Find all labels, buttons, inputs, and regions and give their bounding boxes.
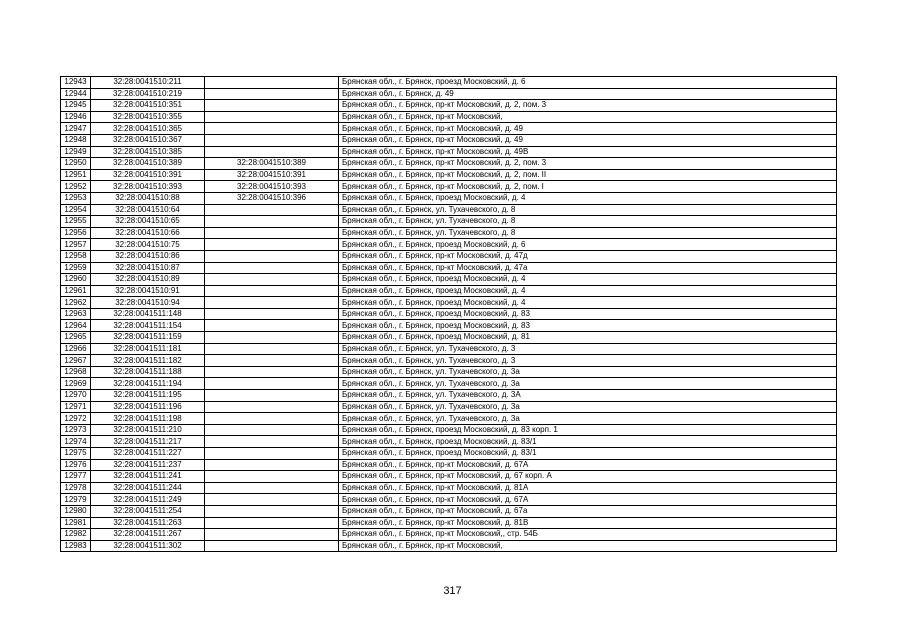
previous-number-cell <box>205 366 339 378</box>
address-cell: Брянская обл., г. Брянск, ул. Тухачевского, д. 3а <box>339 401 837 413</box>
previous-number-cell <box>205 274 339 286</box>
row-number-cell: 12981 <box>61 517 91 529</box>
table-row <box>61 448 837 460</box>
table-row <box>61 459 837 471</box>
cadastral-number-cell: 32:28:0041510:385 <box>91 146 205 158</box>
address-cell: Брянская обл., г. Брянск, д. 49 <box>339 88 837 100</box>
cadastral-number-cell: 32:28:0041511:181 <box>91 343 205 355</box>
table-row <box>61 366 837 378</box>
cadastral-number-cell: 32:28:0041511:195 <box>91 390 205 402</box>
cadastral-number-cell: 32:28:0041511:217 <box>91 436 205 448</box>
previous-number-cell <box>205 436 339 448</box>
table-row <box>61 146 837 158</box>
table-row <box>61 111 837 123</box>
row-number-cell: 12959 <box>61 262 91 274</box>
address-cell: Брянская обл., г. Брянск, проезд Московский, д. 4 <box>339 297 837 309</box>
row-number-cell: 12978 <box>61 482 91 494</box>
row-number-cell: 12966 <box>61 343 91 355</box>
cadastral-number-cell: 32:28:0041511:188 <box>91 366 205 378</box>
page-number: 317 <box>443 585 462 597</box>
table-row <box>61 123 837 135</box>
address-cell: Брянская обл., г. Брянск, пр-кт Московский, д. 49 <box>339 123 837 135</box>
cadastral-number-cell: 32:28:0041510:87 <box>91 262 205 274</box>
row-number-cell: 12956 <box>61 227 91 239</box>
row-number-cell: 12976 <box>61 459 91 471</box>
cadastral-number-cell: 32:28:0041511:198 <box>91 413 205 425</box>
row-number-cell: 12957 <box>61 239 91 251</box>
row-number-cell: 12970 <box>61 390 91 402</box>
row-number-cell: 12969 <box>61 378 91 390</box>
previous-number-cell <box>205 297 339 309</box>
row-number-cell: 12943 <box>61 77 91 89</box>
row-number-cell: 12980 <box>61 505 91 517</box>
cadastral-number-cell: 32:28:0041510:351 <box>91 100 205 112</box>
cadastral-number-cell: 32:28:0041510:389 <box>91 158 205 170</box>
previous-number-cell: 32:28:0041510:391 <box>205 169 339 181</box>
table-row <box>61 332 837 344</box>
row-number-cell: 12952 <box>61 181 91 193</box>
table-row <box>61 250 837 262</box>
cadastral-number-cell: 32:28:0041511:227 <box>91 448 205 460</box>
previous-number-cell: 32:28:0041510:393 <box>205 181 339 193</box>
cadastral-number-cell: 32:28:0041511:194 <box>91 378 205 390</box>
table-row <box>61 343 837 355</box>
row-number-cell: 12972 <box>61 413 91 425</box>
address-cell: Брянская обл., г. Брянск, проезд Московский, д. 4 <box>339 274 837 286</box>
table-row <box>61 297 837 309</box>
row-number-cell: 12982 <box>61 529 91 541</box>
table-row <box>61 216 837 228</box>
cadastral-number-cell: 32:28:0041511:249 <box>91 494 205 506</box>
previous-number-cell <box>205 111 339 123</box>
previous-number-cell <box>205 540 339 552</box>
address-cell: Брянская обл., г. Брянск, пр-кт Московский, д. 47д <box>339 250 837 262</box>
row-number-cell: 12958 <box>61 250 91 262</box>
address-cell: Брянская обл., г. Брянск, пр-кт Московский, <box>339 111 837 123</box>
cadastral-number-cell: 32:28:0041510:88 <box>91 192 205 204</box>
table-row <box>61 169 837 181</box>
previous-number-cell <box>205 448 339 460</box>
cadastral-number-cell: 32:28:0041511:182 <box>91 355 205 367</box>
previous-number-cell <box>205 505 339 517</box>
previous-number-cell <box>205 517 339 529</box>
previous-number-cell <box>205 134 339 146</box>
table-row <box>61 494 837 506</box>
row-number-cell: 12971 <box>61 401 91 413</box>
cadastral-number-cell: 32:28:0041510:86 <box>91 250 205 262</box>
table-row <box>61 100 837 112</box>
address-cell: Брянская обл., г. Брянск, пр-кт Московский, д. 67А <box>339 459 837 471</box>
address-cell: Брянская обл., г. Брянск, проезд Московский, д. 4 <box>339 192 837 204</box>
previous-number-cell <box>205 413 339 425</box>
cadastral-number-cell: 32:28:0041510:367 <box>91 134 205 146</box>
table-row <box>61 192 837 204</box>
table-row <box>61 308 837 320</box>
table-row <box>61 158 837 170</box>
address-cell: Брянская обл., г. Брянск, ул. Тухачевского, д. 3а <box>339 378 837 390</box>
cadastral-number-cell: 32:28:0041510:365 <box>91 123 205 135</box>
previous-number-cell <box>205 320 339 332</box>
previous-number-cell <box>205 308 339 320</box>
address-cell: Брянская обл., г. Брянск, проезд Московский, д. 6 <box>339 77 837 89</box>
table-row <box>61 424 837 436</box>
previous-number-cell <box>205 227 339 239</box>
previous-number-cell <box>205 424 339 436</box>
cadastral-number-cell: 32:28:0041510:66 <box>91 227 205 239</box>
row-number-cell: 12944 <box>61 88 91 100</box>
table-row <box>61 285 837 297</box>
row-number-cell: 12973 <box>61 424 91 436</box>
address-cell: Брянская обл., г. Брянск, пр-кт Московский, д. 67А <box>339 494 837 506</box>
address-cell: Брянская обл., г. Брянск, проезд Московский, д. 83 корп. 1 <box>339 424 837 436</box>
address-cell: Брянская обл., г. Брянск, проезд Московский, д. 83/1 <box>339 436 837 448</box>
address-cell: Брянская обл., г. Брянск, пр-кт Московский, д. 67а <box>339 505 837 517</box>
row-number-cell: 12964 <box>61 320 91 332</box>
table-row <box>61 88 837 100</box>
address-cell: Брянская обл., г. Брянск, ул. Тухачевского, д. 3а <box>339 413 837 425</box>
cadastral-number-cell: 32:28:0041511:148 <box>91 308 205 320</box>
cadastral-number-cell: 32:28:0041511:254 <box>91 505 205 517</box>
address-cell: Брянская обл., г. Брянск, ул. Тухачевского, д. 3А <box>339 390 837 402</box>
cadastral-number-cell: 32:28:0041510:355 <box>91 111 205 123</box>
table-row <box>61 436 837 448</box>
table-row <box>61 181 837 193</box>
table-row <box>61 320 837 332</box>
row-number-cell: 12947 <box>61 123 91 135</box>
previous-number-cell <box>205 332 339 344</box>
previous-number-cell <box>205 100 339 112</box>
address-cell: Брянская обл., г. Брянск, проезд Московский, д. 83/1 <box>339 448 837 460</box>
table-row <box>61 401 837 413</box>
cadastral-number-cell: 32:28:0041511:267 <box>91 529 205 541</box>
table-row <box>61 505 837 517</box>
address-cell: Брянская обл., г. Брянск, ул. Тухачевского, д. 8 <box>339 204 837 216</box>
previous-number-cell <box>205 77 339 89</box>
address-cell: Брянская обл., г. Брянск, пр-кт Московский, д. 2, пом. I <box>339 181 837 193</box>
table-row <box>61 517 837 529</box>
table-row <box>61 378 837 390</box>
row-number-cell: 12960 <box>61 274 91 286</box>
row-number-cell: 12955 <box>61 216 91 228</box>
address-cell: Брянская обл., г. Брянск, проезд Московский, д. 81 <box>339 332 837 344</box>
cadastral-number-cell: 32:28:0041510:211 <box>91 77 205 89</box>
previous-number-cell <box>205 390 339 402</box>
row-number-cell: 12974 <box>61 436 91 448</box>
cadastral-number-cell: 32:28:0041511:159 <box>91 332 205 344</box>
cadastral-number-cell: 32:28:0041511:263 <box>91 517 205 529</box>
address-cell: Брянская обл., г. Брянск, пр-кт Московский, д. 2, пом. II <box>339 169 837 181</box>
table-row <box>61 529 837 541</box>
address-cell: Брянская обл., г. Брянск, пр-кт Московский, д. 81В <box>339 517 837 529</box>
row-number-cell: 12950 <box>61 158 91 170</box>
table-row <box>61 204 837 216</box>
previous-number-cell <box>205 250 339 262</box>
row-number-cell: 12963 <box>61 308 91 320</box>
row-number-cell: 12951 <box>61 169 91 181</box>
previous-number-cell <box>205 239 339 251</box>
previous-number-cell: 32:28:0041510:396 <box>205 192 339 204</box>
cadastral-number-cell: 32:28:0041510:219 <box>91 88 205 100</box>
address-cell: Брянская обл., г. Брянск, пр-кт Московский, д. 2, пом. 3 <box>339 100 837 112</box>
cadastral-number-cell: 32:28:0041510:75 <box>91 239 205 251</box>
address-cell: Брянская обл., г. Брянск, проезд Московский, д. 4 <box>339 285 837 297</box>
row-number-cell: 12975 <box>61 448 91 460</box>
table-row <box>61 274 837 286</box>
cadastral-number-cell: 32:28:0041511:241 <box>91 471 205 483</box>
previous-number-cell <box>205 216 339 228</box>
row-number-cell: 12962 <box>61 297 91 309</box>
cadastral-number-cell: 32:28:0041510:91 <box>91 285 205 297</box>
address-cell: Брянская обл., г. Брянск, проезд Московский, д. 83 <box>339 320 837 332</box>
previous-number-cell <box>205 401 339 413</box>
previous-number-cell <box>205 529 339 541</box>
address-cell: Брянская обл., г. Брянск, ул. Тухачевского, д. 3а <box>339 366 837 378</box>
table-row <box>61 471 837 483</box>
row-number-cell: 12949 <box>61 146 91 158</box>
previous-number-cell <box>205 146 339 158</box>
previous-number-cell <box>205 471 339 483</box>
cadastral-number-cell: 32:28:0041510:391 <box>91 169 205 181</box>
cadastral-number-cell: 32:28:0041510:89 <box>91 274 205 286</box>
address-cell: Брянская обл., г. Брянск, ул. Тухачевского, д. 8 <box>339 216 837 228</box>
address-cell: Брянская обл., г. Брянск, пр-кт Московский, д. 47а <box>339 262 837 274</box>
address-cell: Брянская обл., г. Брянск, ул. Тухачевского, д. 3 <box>339 355 837 367</box>
previous-number-cell <box>205 459 339 471</box>
cadastral-number-cell: 32:28:0041510:65 <box>91 216 205 228</box>
address-cell: Брянская обл., г. Брянск, ул. Тухачевского, д. 8 <box>339 227 837 239</box>
address-cell: Брянская обл., г. Брянск, проезд Московский, д. 83 <box>339 308 837 320</box>
previous-number-cell: 32:28:0041510:389 <box>205 158 339 170</box>
cadastral-number-cell: 32:28:0041510:64 <box>91 204 205 216</box>
row-number-cell: 12983 <box>61 540 91 552</box>
registry-table <box>60 76 837 552</box>
address-cell: Брянская обл., г. Брянск, пр-кт Московский, <box>339 540 837 552</box>
row-number-cell: 12954 <box>61 204 91 216</box>
table-row <box>61 134 837 146</box>
cadastral-number-cell: 32:28:0041510:94 <box>91 297 205 309</box>
cadastral-number-cell: 32:28:0041511:237 <box>91 459 205 471</box>
row-number-cell: 12967 <box>61 355 91 367</box>
table-row <box>61 413 837 425</box>
previous-number-cell <box>205 343 339 355</box>
address-cell: Брянская обл., г. Брянск, пр-кт Московский,, стр. 54Б <box>339 529 837 541</box>
table-row <box>61 77 837 89</box>
table-row <box>61 482 837 494</box>
cadastral-number-cell: 32:28:0041511:302 <box>91 540 205 552</box>
address-cell: Брянская обл., г. Брянск, пр-кт Московский, д. 49В <box>339 146 837 158</box>
row-number-cell: 12977 <box>61 471 91 483</box>
cadastral-number-cell: 32:28:0041510:393 <box>91 181 205 193</box>
previous-number-cell <box>205 494 339 506</box>
table-row <box>61 355 837 367</box>
previous-number-cell <box>205 88 339 100</box>
previous-number-cell <box>205 378 339 390</box>
cadastral-number-cell: 32:28:0041511:154 <box>91 320 205 332</box>
row-number-cell: 12979 <box>61 494 91 506</box>
registry-table-body <box>61 77 837 552</box>
row-number-cell: 12948 <box>61 134 91 146</box>
address-cell: Брянская обл., г. Брянск, пр-кт Московский, д. 2, пом. 3 <box>339 158 837 170</box>
previous-number-cell <box>205 262 339 274</box>
cadastral-number-cell: 32:28:0041511:210 <box>91 424 205 436</box>
address-cell: Брянская обл., г. Брянск, пр-кт Московский, д. 81А <box>339 482 837 494</box>
previous-number-cell <box>205 355 339 367</box>
previous-number-cell <box>205 285 339 297</box>
address-cell: Брянская обл., г. Брянск, пр-кт Московский, д. 49 <box>339 134 837 146</box>
row-number-cell: 12945 <box>61 100 91 112</box>
table-row <box>61 540 837 552</box>
table-row <box>61 262 837 274</box>
row-number-cell: 12953 <box>61 192 91 204</box>
table-row <box>61 390 837 402</box>
row-number-cell: 12965 <box>61 332 91 344</box>
row-number-cell: 12968 <box>61 366 91 378</box>
cadastral-number-cell: 32:28:0041511:244 <box>91 482 205 494</box>
cadastral-number-cell: 32:28:0041511:196 <box>91 401 205 413</box>
address-cell: Брянская обл., г. Брянск, ул. Тухачевского, д. 3 <box>339 343 837 355</box>
address-cell: Брянская обл., г. Брянск, проезд Московский, д. 6 <box>339 239 837 251</box>
address-cell: Брянская обл., г. Брянск, пр-кт Московский, д. 67 корп. А <box>339 471 837 483</box>
table-row <box>61 227 837 239</box>
previous-number-cell <box>205 204 339 216</box>
row-number-cell: 12946 <box>61 111 91 123</box>
row-number-cell: 12961 <box>61 285 91 297</box>
previous-number-cell <box>205 482 339 494</box>
previous-number-cell <box>205 123 339 135</box>
table-row <box>61 239 837 251</box>
